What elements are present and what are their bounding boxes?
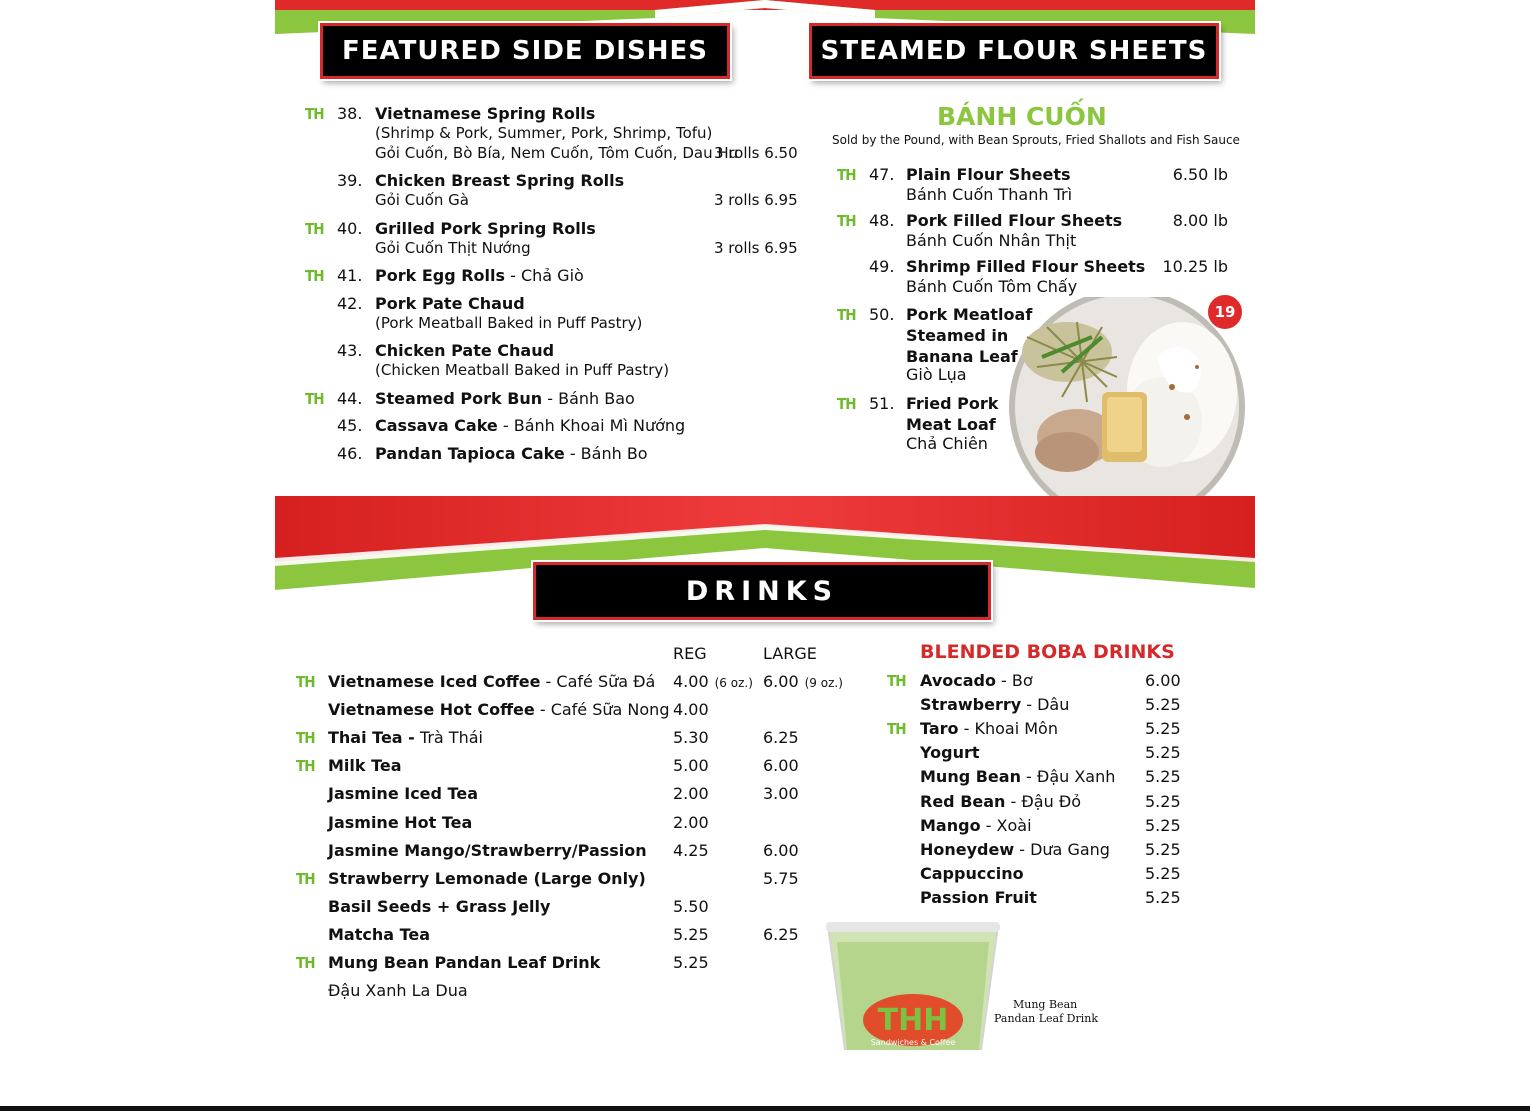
- reg-price-value: 2.00: [673, 812, 709, 832]
- large-price-value: 6.00: [763, 672, 799, 691]
- item-desc: Gỏi Cuốn, Bò Bía, Nem Cuốn, Tôm Cuốn, Dau Hu: [375, 144, 739, 162]
- reg-note: (6 oz.): [714, 676, 753, 690]
- large-price-value: 5.75: [763, 868, 799, 888]
- side-item: [375, 294, 525, 314]
- drink-name-text: Jasmine Iced Tea: [328, 784, 478, 804]
- boba-price: 5.25: [1145, 815, 1181, 835]
- large-note: (9 oz.): [804, 676, 843, 690]
- cup-caption-2: Pandan Leaf Drink: [994, 1012, 1099, 1025]
- boba-price: 5.25: [1145, 767, 1181, 787]
- drinks-title: DRINKS: [685, 575, 839, 607]
- th-mark: TH: [887, 672, 906, 690]
- boba-name: [920, 840, 1110, 859]
- boba-viet: - Dâu: [1021, 695, 1070, 715]
- item-name: Pork Meatloaf: [906, 305, 1033, 324]
- reg-price-value: 5.50: [673, 896, 709, 916]
- boba-name-text: Taro: [920, 719, 959, 739]
- boba-name-text: Avocado: [920, 671, 996, 690]
- th-mark: TH: [296, 869, 315, 888]
- large-price-value: 3.00: [763, 784, 799, 804]
- drink-name-text: Jasmine Mango/Strawberry/Passion: [328, 840, 647, 860]
- reg-price: [673, 953, 709, 972]
- item-viet: - Bánh Bao: [542, 389, 635, 408]
- item-name: Steamed Pork Bun: [375, 389, 543, 408]
- drink-name-text: Mung Bean Pandan Leaf Drink: [328, 953, 601, 972]
- item-viet: Bánh Cuốn Tôm Chấy: [906, 277, 1078, 296]
- th-mark: TH: [305, 267, 324, 285]
- large-column-header: LARGE: [763, 644, 817, 663]
- steamed-header: [809, 23, 1219, 79]
- boba-name: [920, 671, 1033, 690]
- item-desc: (Shrimp & Pork, Summer, Pork, Shrimp, Tofu): [375, 124, 713, 142]
- drink-name-text: Jasmine Hot Tea: [328, 812, 473, 832]
- boba-title: BLENDED BOBA DRINKS: [920, 641, 1175, 663]
- banh-cuon-subtitle: BÁNH CUỐN: [937, 102, 1107, 131]
- boba-row: [275, 816, 1255, 840]
- item-number: 42.: [337, 294, 363, 313]
- boba-row: [275, 888, 1255, 912]
- boba-price: 5.25: [1145, 887, 1181, 907]
- item-name: Chicken Pate Chaud: [375, 341, 555, 360]
- item-name: Banana Leaf: [906, 347, 1018, 366]
- drink-viet: Trà Thái: [414, 728, 483, 748]
- reg-price-value: 5.00: [673, 756, 709, 776]
- boba-name: [920, 695, 1069, 714]
- bottom-rule: [0, 1106, 1530, 1111]
- drink-viet: - Café Sữa Đá: [540, 672, 656, 691]
- boba-price: 5.25: [1145, 719, 1181, 739]
- item-viet: Giò Lụa: [906, 365, 967, 384]
- drink-name: [328, 925, 430, 944]
- boba-name: [920, 888, 1037, 907]
- item-name: Pandan Tapioca Cake: [375, 444, 565, 463]
- drink-row: [275, 925, 1255, 953]
- boba-name-text: Yogurt: [920, 743, 980, 763]
- side-item: [375, 219, 596, 239]
- boba-price: 5.25: [1145, 863, 1181, 883]
- item-number: 44.: [337, 389, 363, 408]
- reg-price-value: 5.30: [673, 728, 709, 748]
- boba-viet: - Khoai Môn: [958, 719, 1058, 739]
- item-desc: (Chicken Meatball Baked in Puff Pastry): [375, 361, 670, 379]
- item-name: Vietnamese Spring Rolls: [375, 104, 596, 123]
- boba-name: [920, 792, 1081, 811]
- th-mark: TH: [305, 220, 324, 238]
- item-number: 48.: [869, 211, 895, 230]
- drink-name-text: Strawberry Lemonade (Large Only): [328, 868, 646, 888]
- steamed-title: STEAMED FLOUR SHEETS: [820, 36, 1208, 66]
- boba-price: 6.00: [1145, 671, 1181, 690]
- side-dishes-title: FEATURED SIDE DISHES: [342, 36, 708, 66]
- boba-row: [275, 743, 1255, 767]
- large-price-value: 6.00: [763, 756, 799, 776]
- item-price: 3 rolls 6.50: [714, 144, 798, 162]
- drink-name-text: Vietnamese Hot Coffee: [328, 700, 535, 720]
- item-desc: Gỏi Cuốn Thịt Nướng: [375, 239, 531, 257]
- cup-caption-1: Mung Bean: [1013, 998, 1078, 1011]
- reg-price-value: 4.00: [673, 672, 709, 691]
- item-number: 38.: [337, 104, 363, 123]
- drink-name-text: Basil Seeds + Grass Jelly: [328, 896, 551, 916]
- item-name: Fried Pork: [906, 394, 999, 413]
- boba-viet: - Đậu Đỏ: [1005, 791, 1081, 811]
- large-price-value: 6.25: [763, 924, 799, 944]
- item-number: 49.: [869, 257, 895, 276]
- reg-price-value: 2.00: [673, 784, 709, 804]
- item-price: 8.00 lb: [1172, 211, 1228, 230]
- item-number: 50.: [869, 305, 895, 324]
- item-name: Chicken Breast Spring Rolls: [375, 171, 625, 190]
- item-viet: Chả Chiên: [906, 434, 988, 453]
- drink-name-text: Thai Tea -: [328, 728, 415, 748]
- item-number: 51.: [869, 394, 895, 413]
- side-item: [375, 171, 624, 191]
- boba-price: 5.25: [1145, 743, 1181, 763]
- item-number: 43.: [337, 341, 363, 360]
- reg-price-value: 4.00: [673, 700, 709, 720]
- boba-name-text: Strawberry: [920, 695, 1022, 715]
- item-name: Pork Pate Chaud: [375, 294, 525, 313]
- th-mark: TH: [837, 166, 856, 184]
- boba-name-text: Red Bean: [920, 791, 1006, 811]
- th-mark: TH: [296, 673, 315, 691]
- boba-row: [275, 719, 1255, 743]
- boba-viet: - Đậu Xanh: [1020, 767, 1116, 787]
- drink-name-text: Milk Tea: [328, 756, 402, 776]
- page-number-badge: [1206, 293, 1244, 331]
- drink-name-text: Vietnamese Iced Coffee: [328, 672, 541, 691]
- reg-price-value: 4.25: [673, 840, 709, 860]
- boba-row: [275, 864, 1255, 888]
- side-item: [375, 416, 685, 436]
- large-price-value: 6.25: [763, 728, 799, 748]
- boba-row: [275, 840, 1255, 864]
- boba-price: 5.25: [1145, 839, 1181, 859]
- item-name: Grilled Pork Spring Rolls: [375, 219, 596, 238]
- th-mark: TH: [296, 729, 315, 748]
- boba-price: 5.25: [1145, 791, 1181, 811]
- boba-viet: - Bơ: [995, 671, 1033, 690]
- side-item: [375, 266, 584, 286]
- item-name: Shrimp Filled Flour Sheets: [906, 257, 1146, 276]
- item-viet: Bánh Cuốn Nhân Thịt: [906, 231, 1077, 250]
- drinks-header: [533, 562, 991, 620]
- th-mark: TH: [296, 954, 315, 972]
- item-price: 10.25 lb: [1162, 257, 1228, 276]
- item-name: Meat Loaf: [906, 415, 996, 434]
- boba-row: [275, 671, 1255, 695]
- th-mark: TH: [296, 757, 315, 776]
- drink-row: [275, 953, 1255, 981]
- item-viet: Bánh Cuốn Thanh Trì: [906, 185, 1073, 204]
- boba-name: [920, 816, 1032, 835]
- boba-cup-image: [823, 918, 1003, 1050]
- drink-name: [328, 953, 600, 972]
- th-mark: TH: [887, 720, 906, 739]
- item-number: 47.: [869, 165, 895, 184]
- boba-name-text: Passion Fruit: [920, 887, 1037, 907]
- item-name: Plain Flour Sheets: [906, 165, 1071, 184]
- drink-viet: - Café Sữa Nong: [534, 700, 670, 720]
- side-item: [375, 444, 648, 464]
- banh-cuon-note: Sold by the Pound, with Bean Sprouts, Fried Shallots and Fish Sauce: [832, 133, 1240, 147]
- th-mark: TH: [837, 395, 856, 413]
- th-mark: TH: [305, 390, 324, 408]
- mung-bean-viet: Đậu Xanh La Dua: [328, 981, 468, 1000]
- boba-viet: - Dưa Gang: [1014, 839, 1110, 859]
- menu-page: [275, 0, 1255, 1050]
- boba-name-text: Cappuccino: [920, 863, 1024, 883]
- boba-name: [920, 864, 1024, 883]
- drink-name-text: Matcha Tea: [328, 924, 431, 944]
- boba-name-text: Mango: [920, 815, 981, 835]
- page-number: 19: [1214, 303, 1236, 321]
- item-number: 39.: [337, 171, 363, 190]
- side-dishes-header: [320, 23, 730, 79]
- item-name: Pork Filled Flour Sheets: [906, 211, 1123, 230]
- item-number: 40.: [337, 219, 363, 238]
- item-desc: Gỏi Cuốn Gà: [375, 191, 469, 209]
- item-viet: - Bánh Khoai Mì Nướng: [497, 416, 686, 435]
- reg-price: [673, 925, 709, 944]
- item-price: 3 rolls 6.95: [714, 191, 798, 209]
- th-mark: TH: [837, 212, 856, 230]
- large-price: [763, 925, 799, 944]
- reg-column-header: REG: [673, 644, 707, 663]
- boba-row: [275, 792, 1255, 816]
- banh-cuon-plate-image: [1007, 297, 1247, 497]
- item-price: 3 rolls 6.95: [714, 239, 798, 257]
- boba-viet: - Xoài: [980, 815, 1032, 835]
- boba-name: [920, 743, 980, 762]
- boba-price: 5.25: [1145, 695, 1181, 715]
- boba-row: [275, 767, 1255, 791]
- th-mark: TH: [837, 306, 856, 324]
- cup-logo-sub: Sandwiches & Coffee: [870, 1038, 956, 1047]
- item-name: Pork Egg Rolls: [375, 266, 506, 285]
- boba-row: [275, 695, 1255, 719]
- item-number: 46.: [337, 444, 363, 463]
- side-item: [375, 104, 595, 124]
- boba-name: [920, 719, 1058, 738]
- item-name: Cassava Cake: [375, 416, 498, 435]
- item-name: Steamed in: [906, 326, 1009, 345]
- side-item: [375, 389, 635, 409]
- reg-price-value: 5.25: [673, 953, 709, 972]
- th-mark: TH: [305, 105, 324, 123]
- cup-logo: THH: [877, 1003, 949, 1038]
- boba-name-text: Mung Bean: [920, 767, 1021, 787]
- boba-name-text: Honeydew: [920, 839, 1015, 859]
- item-number: 45.: [337, 416, 363, 435]
- large-price-value: 6.00: [763, 840, 799, 860]
- item-number: 41.: [337, 266, 363, 285]
- item-viet: - Bánh Bo: [564, 444, 648, 463]
- item-desc: (Pork Meatball Baked in Puff Pastry): [375, 314, 643, 332]
- boba-name: [920, 767, 1115, 786]
- side-item: [375, 341, 554, 361]
- item-price: 6.50 lb: [1172, 165, 1228, 184]
- item-viet: - Chả Giò: [505, 266, 584, 285]
- reg-price-value: 5.25: [673, 924, 709, 944]
